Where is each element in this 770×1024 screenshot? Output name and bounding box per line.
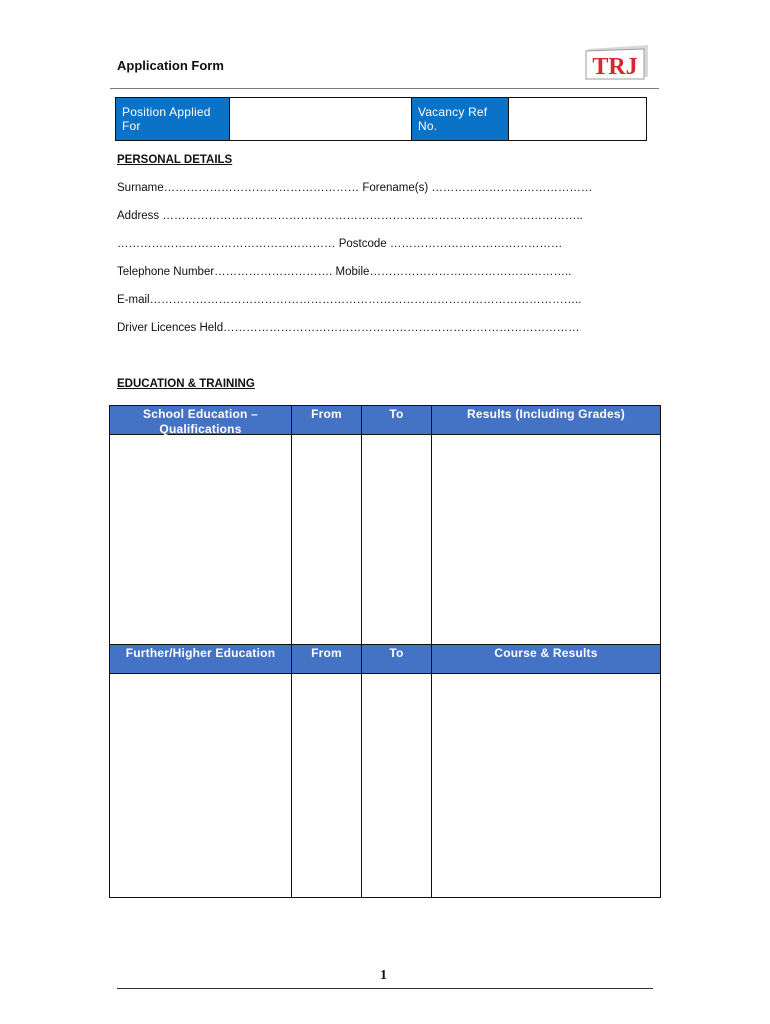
trj-logo xyxy=(584,43,652,81)
results-header: Results (Including Grades) xyxy=(467,407,625,421)
surname-forename-line[interactable]: Surname…………………………………………… Forename(s) …………………………………… xyxy=(117,182,593,194)
address-line[interactable]: Address ……………………………………………………………………………………………….. xyxy=(117,210,583,222)
school-education-table xyxy=(109,405,661,645)
header-divider xyxy=(110,88,659,89)
school-qualifications-header: School Education – Qualifications xyxy=(110,406,292,434)
from-cell[interactable] xyxy=(292,674,362,897)
school-qualifications-cell[interactable] xyxy=(110,435,292,645)
to-cell[interactable] xyxy=(362,435,432,645)
position-table xyxy=(115,97,647,141)
further-education-cell[interactable] xyxy=(110,674,292,897)
table-body-row xyxy=(110,435,660,645)
page-number: 1 xyxy=(380,968,387,983)
document-title: Application Form xyxy=(117,58,224,73)
course-results-cell[interactable] xyxy=(432,674,660,897)
telephone-mobile-line[interactable]: Telephone Number…………………………. Mobile…………………………………………….. xyxy=(117,266,572,278)
from-header: From xyxy=(292,645,362,673)
results-cell[interactable] xyxy=(432,435,660,645)
personal-details-heading: PERSONAL DETAILS xyxy=(117,154,233,166)
driver-licences-line[interactable]: Driver Licences Held………………………………………………………………………………… xyxy=(117,322,580,334)
logo-text: TRJ xyxy=(592,54,638,80)
table-body-row xyxy=(110,674,660,898)
from-cell[interactable] xyxy=(292,435,362,645)
position-applied-field[interactable] xyxy=(230,98,412,140)
education-training-heading: EDUCATION & TRAINING xyxy=(117,378,255,390)
to-header: To xyxy=(362,406,432,434)
further-education-header: Further/Higher Education xyxy=(110,645,292,673)
from-header: From xyxy=(292,406,362,434)
vacancy-ref-field[interactable] xyxy=(509,98,646,140)
table-header-row xyxy=(110,644,660,674)
further-education-table xyxy=(109,644,661,898)
to-cell[interactable] xyxy=(362,674,432,897)
email-line[interactable]: E-mail………………………………………………………………………………………………….. xyxy=(117,294,582,306)
course-results-header: Course & Results xyxy=(494,646,598,660)
table-header-row xyxy=(110,405,660,435)
position-applied-label: Position Applied For xyxy=(116,98,230,140)
address-postcode-line[interactable]: ………………………………………………… Postcode ……………………………………… xyxy=(117,238,563,250)
footer-divider xyxy=(117,988,653,989)
vacancy-ref-label: Vacancy Ref No. xyxy=(412,98,509,140)
to-header: To xyxy=(362,645,432,673)
